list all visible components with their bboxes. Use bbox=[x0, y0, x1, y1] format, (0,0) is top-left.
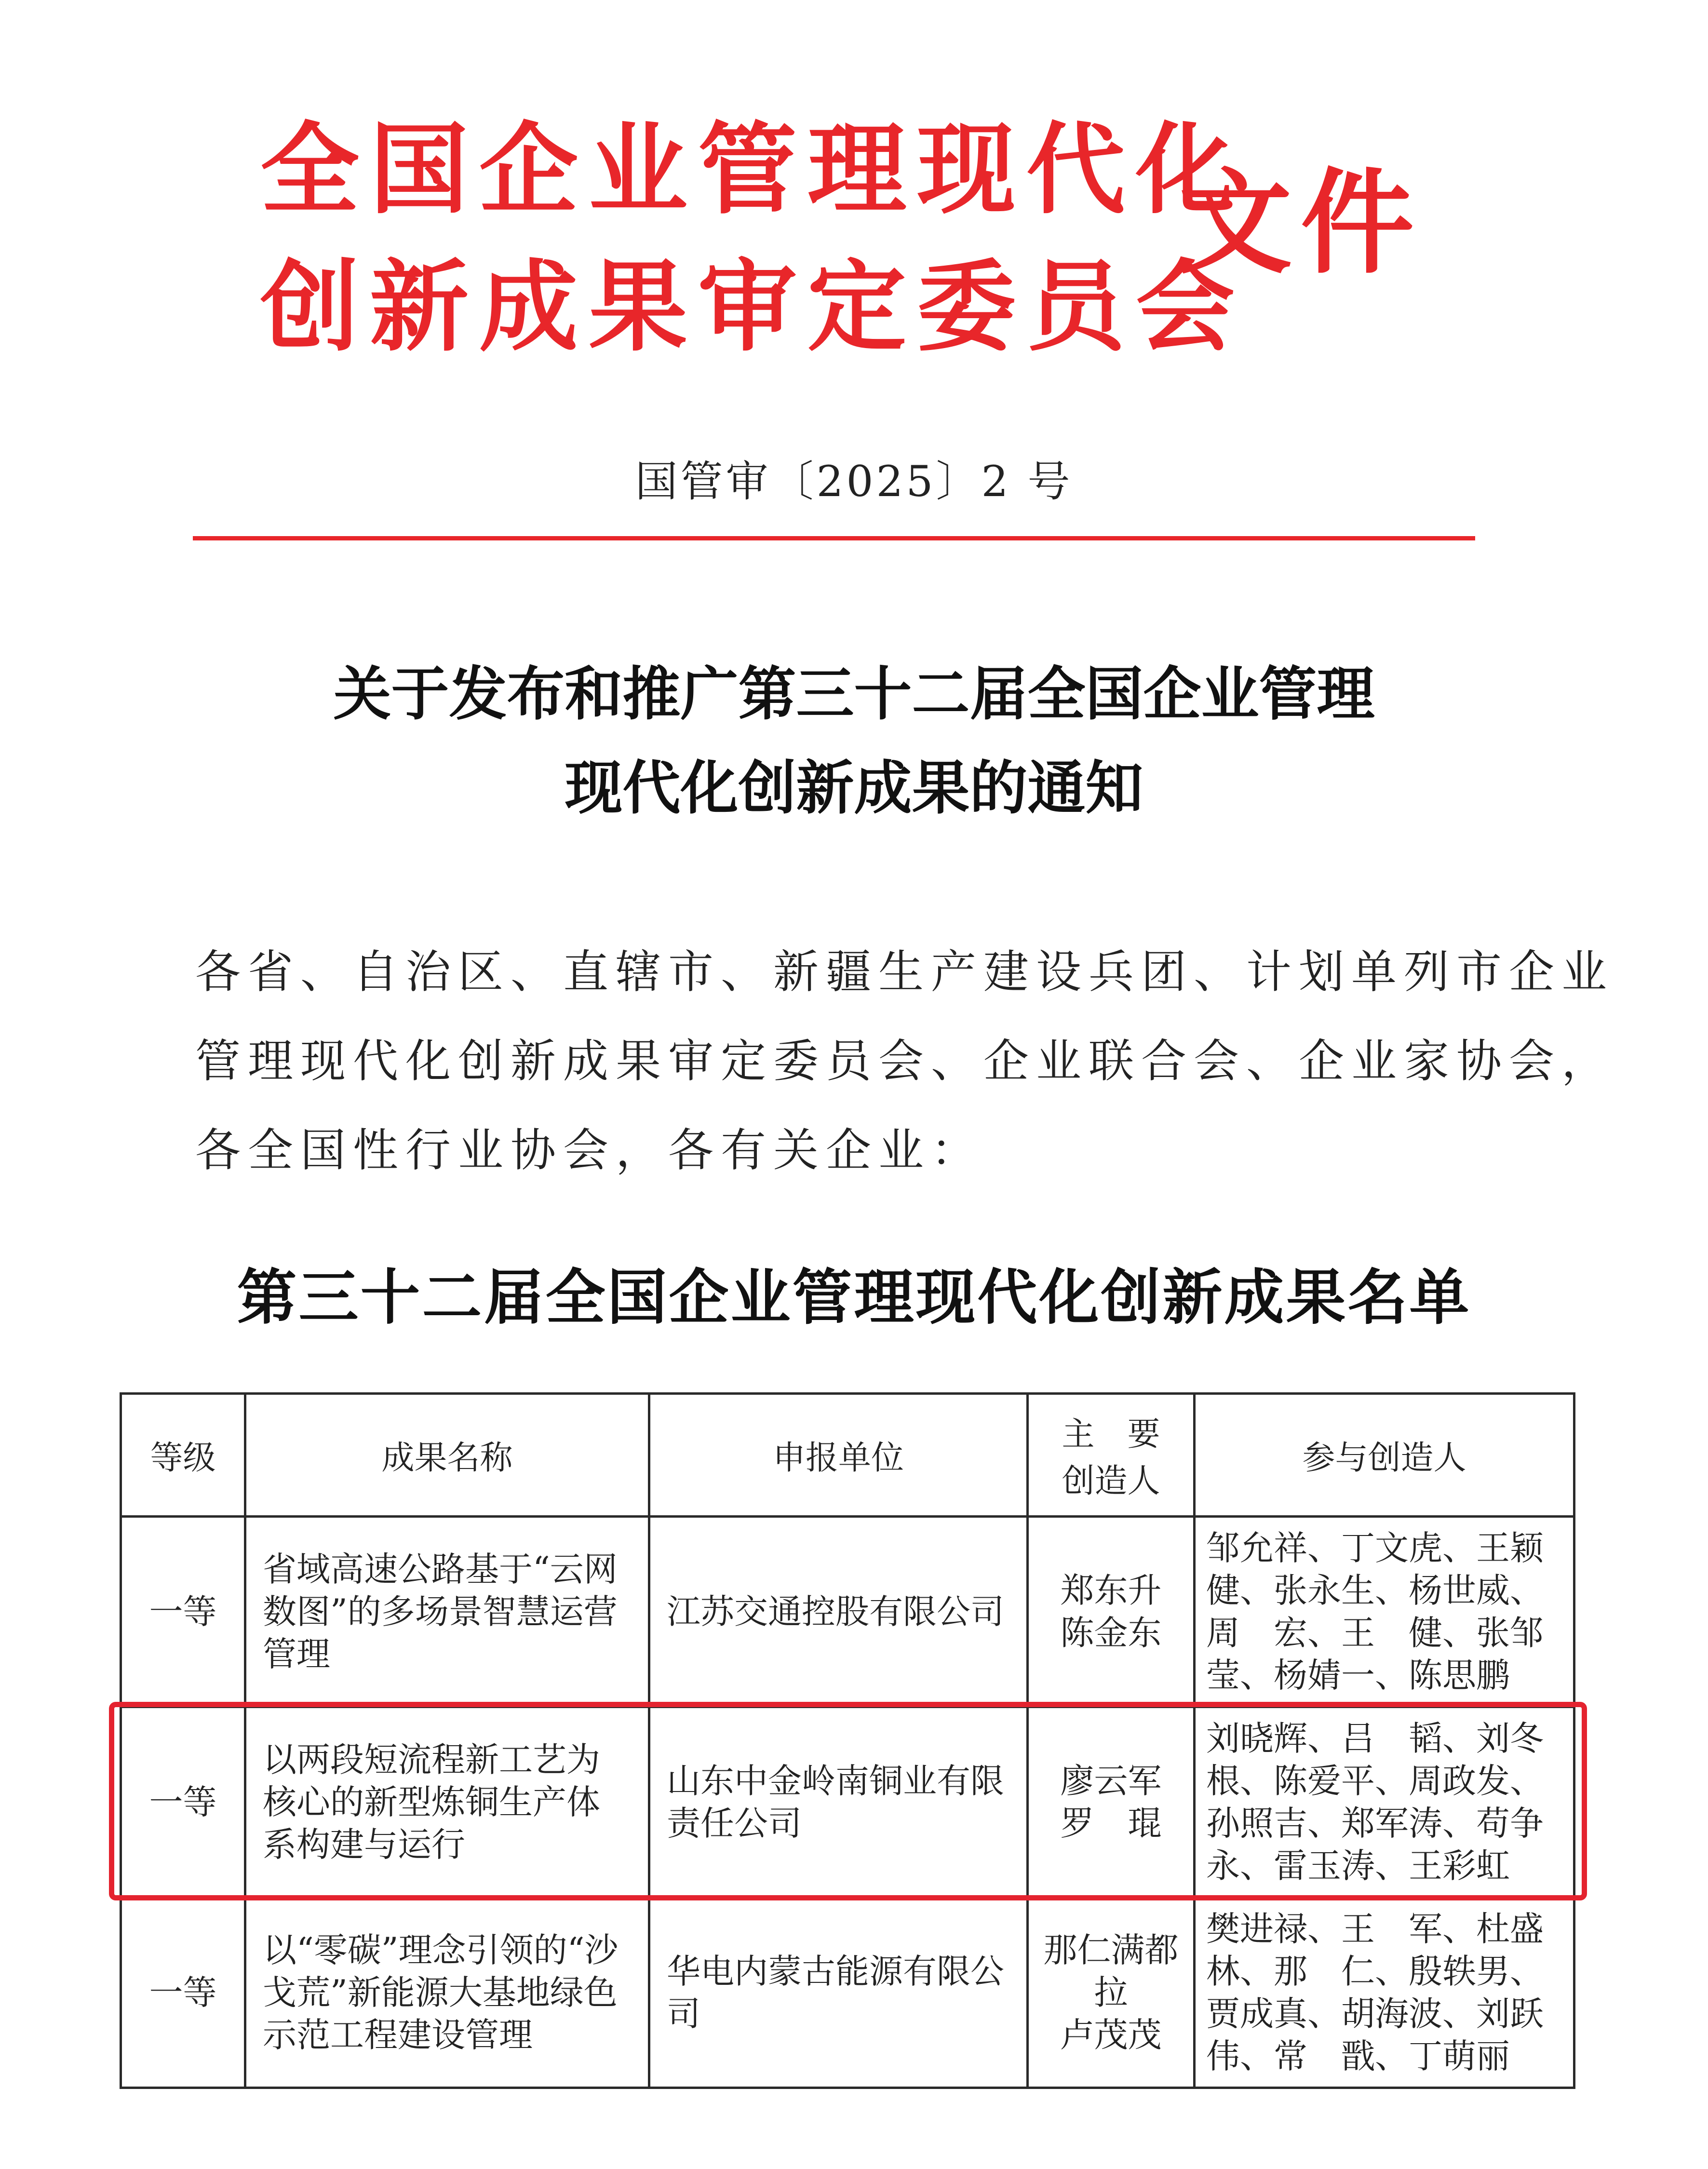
header-main-creator-line-1: 主 要 bbox=[1062, 1415, 1160, 1454]
red-divider bbox=[193, 536, 1475, 540]
table-header-row bbox=[121, 1394, 1574, 1517]
table-row bbox=[121, 1898, 1574, 2088]
header-main-creator bbox=[1028, 1394, 1195, 1517]
row-main-creator-1: 廖云军 bbox=[1060, 1761, 1162, 1801]
salutation-line-1: 各省、自治区、直辖市、新疆生产建设兵团、计划单列市企业 bbox=[195, 946, 1614, 998]
salutation-line-3: 各全国性行业协会，各有关企业： bbox=[195, 1124, 984, 1177]
row-participants: 樊进禄、王 军、杜盛林、那 仁、殷轶男、贾成真、胡海波、刘跃伟、常 戬、丁萌丽 bbox=[1195, 1898, 1574, 2088]
salutation-line-2: 管理现代化创新成果审定委员会、企业联合会、企业家协会， bbox=[195, 1035, 1614, 1088]
row-reporting-unit: 山东中金岭南铜业有限责任公司 bbox=[649, 1707, 1028, 1898]
header-grade: 等级 bbox=[121, 1394, 245, 1517]
highlight-box bbox=[109, 1702, 1587, 1900]
row-main-creator-2: 卢茂茂 bbox=[1060, 2015, 1162, 2055]
row-grade: 一等 bbox=[121, 1707, 245, 1898]
row-achievement-name: 以两段短流程新工艺为核心的新型炼铜生产体系构建与运行 bbox=[245, 1707, 649, 1898]
row-main-creator-2: 罗 琨 bbox=[1060, 1804, 1162, 1843]
document-number: 国管审〔2025〕2 号 bbox=[635, 457, 1073, 506]
notice-title-line-2: 现代化创新成果的通知 bbox=[565, 754, 1143, 822]
row-achievement-name: 省域高速公路基于“云网数图”的多场景智慧运营管理 bbox=[245, 1517, 649, 1707]
row-main-creators bbox=[1028, 1898, 1195, 2088]
table-row bbox=[121, 1517, 1574, 1707]
row-main-creator-1: 郑东升 bbox=[1060, 1571, 1162, 1610]
header-org-line-1: 全国企业管理现代化 bbox=[260, 112, 1245, 228]
header-document-suffix: 文件 bbox=[1179, 156, 1423, 289]
header-participants: 参与创造人 bbox=[1195, 1394, 1574, 1517]
header-achievement-name: 成果名称 bbox=[245, 1394, 649, 1517]
row-grade: 一等 bbox=[121, 1517, 245, 1707]
row-grade: 一等 bbox=[121, 1898, 245, 2088]
header-org-line-2: 创新成果审定委员会 bbox=[260, 249, 1245, 365]
row-achievement-name: 以“零碳”理念引领的“沙戈荒”新能源大基地绿色示范工程建设管理 bbox=[245, 1898, 649, 2088]
notice-title-line-1: 关于发布和推广第三十二届全国企业管理 bbox=[333, 660, 1375, 728]
row-participants: 邹允祥、丁文虎、王颖健、张永生、杨世威、周 宏、王 健、张邹莹、杨婧一、陈思鹏 bbox=[1195, 1517, 1574, 1707]
row-main-creators bbox=[1028, 1517, 1195, 1707]
row-reporting-unit: 江苏交通控股有限公司 bbox=[649, 1517, 1028, 1707]
header-reporting-unit: 申报单位 bbox=[649, 1394, 1028, 1517]
row-main-creator-1: 那仁满都拉 bbox=[1043, 1930, 1179, 2012]
achievement-list-title: 第三十二届全国企业管理现代化创新成果名单 bbox=[237, 1263, 1471, 1333]
row-main-creator-2: 陈金东 bbox=[1060, 1613, 1162, 1653]
row-reporting-unit: 华电内蒙古能源有限公司 bbox=[649, 1898, 1028, 2088]
row-participants: 刘晓辉、吕 韬、刘冬根、陈爱平、周政发、孙照吉、郑军涛、苟争永、雷玉涛、王彩虹 bbox=[1195, 1707, 1574, 1898]
header-main-creator-line-2: 创造人 bbox=[1062, 1462, 1160, 1500]
